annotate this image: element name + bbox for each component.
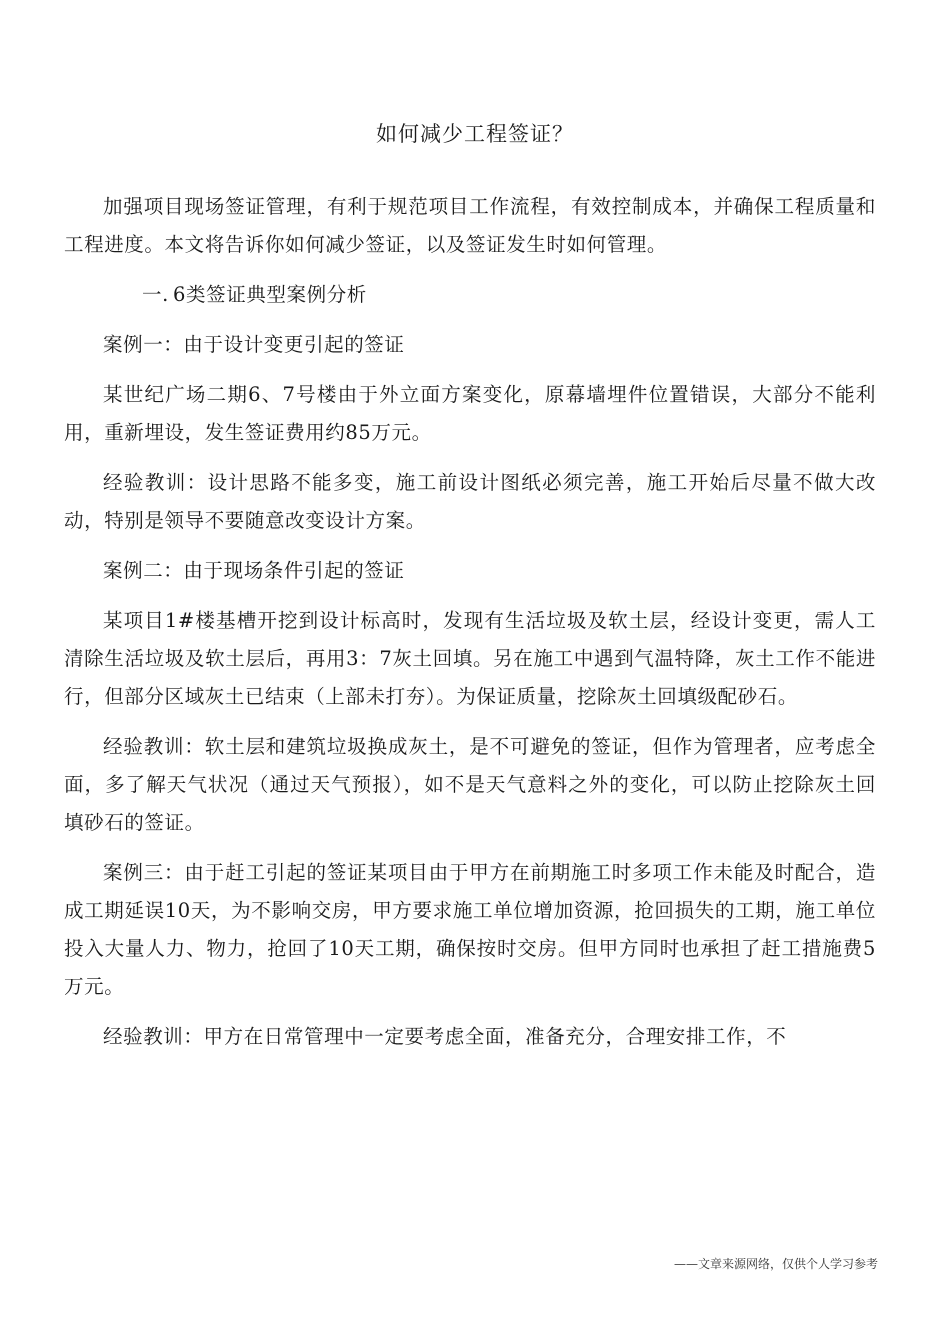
section-heading (64, 276, 876, 314)
case-two-body: 某项目1#楼基槽开挖到设计标高时，发现有生活垃圾及软土层，经设计变更，需人工清除生活垃圾及软土层后，再用3：7灰土回填。另在施工中遇到气温特降，灰土工作不能进行，但部分区域灰土已结束（上部未打夯）。为保证质量，挖除灰土回填级配砂石。 (64, 609, 876, 708)
page-title: 如何减少工程签证？ (376, 122, 574, 146)
case-two-heading: 案例二：由于现场条件引起的签证 (103, 559, 405, 582)
case-two-lesson: 经验教训：软土层和建筑垃圾换成灰土，是不可避免的签证，但作为管理者，应考虑全面，多了解天气状况（通过天气预报），如不是天气意料之外的变化，可以防止挖除灰土回填砂石的签证。 (64, 735, 876, 834)
case-one-body: 某世纪广场二期6、7号楼由于外立面方案变化，原幕墙埋件位置错误，大部分不能利用，重新埋设，发生签证费用约85万元。 (64, 383, 876, 444)
section-number: 一. (142, 283, 169, 306)
document-body (64, 188, 876, 1068)
section-heading-text: 6类签证典型案例分析 (173, 283, 367, 306)
case-one-heading: 案例一：由于设计变更引起的签证 (103, 333, 405, 356)
case-three-body: 案例三：由于赶工引起的签证某项目由于甲方在前期施工时多项工作未能及时配合，造成工期延误10天，为不影响交房，甲方要求施工单位增加资源，抢回损失的工期，施工单位投入大量人力、物力，抢回了10天工期，确保按时交房。但甲方同时也承担了赶工措施费5万元。 (64, 861, 876, 998)
footer-note: ——文章来源网络，仅供个人学习参考 (673, 1257, 878, 1271)
case-three-lesson: 经验教训：甲方在日常管理中一定要考虑全面，准备充分，合理安排工作，不 (103, 1025, 787, 1048)
paragraph-intro: 加强项目现场签证管理，有利于规范项目工作流程，有效控制成本，并确保工程质量和工程进度。本文将告诉你如何减少签证，以及签证发生时如何管理。 (64, 195, 876, 256)
case-one-lesson: 经验教训：设计思路不能多变，施工前设计图纸必须完善，施工开始后尽量不做大改动，特别是领导不要随意改变设计方案。 (64, 471, 876, 532)
